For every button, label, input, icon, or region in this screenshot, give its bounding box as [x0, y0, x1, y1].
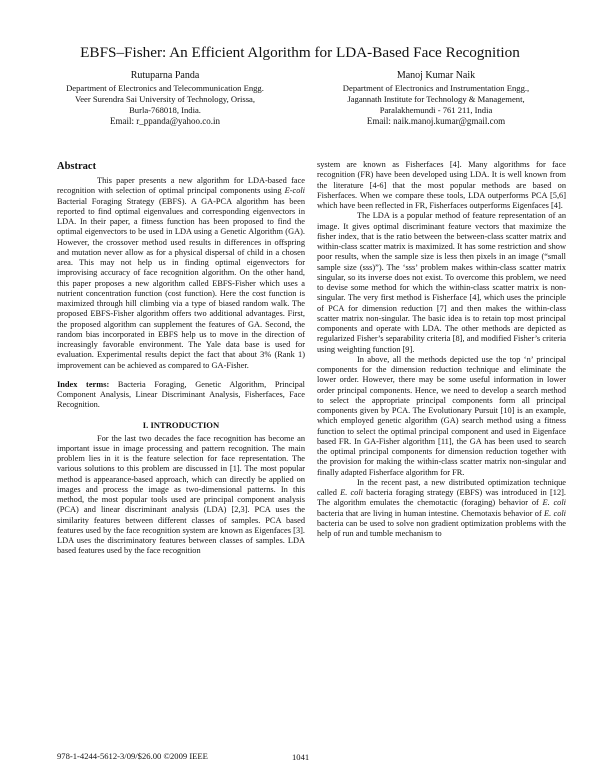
index-terms-label: Index terms:: [57, 379, 110, 389]
author-block-1: [30, 69, 300, 127]
author-name: Rutuparna Panda: [130, 70, 200, 81]
author-block-2: [300, 69, 572, 127]
left-column: [57, 160, 305, 557]
body-text: bacteria can be used to solve non gradient optimization problems with the help of run and tumble mechanism to: [317, 518, 566, 538]
body-text-italic: E. coli: [544, 508, 566, 518]
paper-title: EBFS–Fisher: An Efficient Algorithm for LDA-Based Face Recognition: [80, 44, 520, 61]
page-number: 1041: [292, 752, 310, 762]
author-affiliation-line: Jagannath Institute for Technology & Management,: [347, 94, 525, 104]
body-text: In the recent past, a new distributed optimization technique called: [317, 477, 566, 497]
body-text-italic: E. coli: [340, 488, 363, 497]
body-paragraph: The LDA is a popular method of feature representation of an image. It gives optimal discriminant feature vectors that maximize the fisher index, that is the ratio between the between-class scatter matrix and within-class scatter matrix is maximized. It has some restriction and show poor results, when the sample size is less then pixels in an image (“small sample size (sss)”). The ‘sss’ problem makes within-class scatter matrix singular, so its inverse does not exist. To overcome this problem, we need to devise some method for which the within-class scatter matrix is non-singular. The very first method is Fisherface [4], which uses the principle of PCA for dimension reduction [7] and then makes the within-class scatter matrix non-singular. The basic idea is to retain top most principal components and operate with LDA. The other methods are depicted as regularized Fisher’s separability criteria [8], and modified Fisher’s criteria using weighting function [9].: [317, 211, 566, 354]
body-paragraph: system are known as Fisherfaces [4]. Many algorithms for face recognition (FR) have been developed using LDA. It is well known from the literature [4-6] that the most popular methods are based on Fisherfaces. When we compare these tools, LDA outperforms PCA [5,6] which have been reflected in FR, Fisherfaces outperforms Eigenfaces [4].: [317, 160, 566, 210]
abstract-text: This paper presents a new algorithm for LDA-based face recognition with selection of optimal principal components using: [57, 176, 305, 196]
author-name: Manoj Kumar Naik: [396, 70, 476, 81]
body-text: bacteria foraging strategy (EBFS) was introduced in [12]. The algorithm emulates the chemotactic (foraging) behavior of: [317, 488, 567, 508]
abstract-text-italic: E-coli: [284, 186, 305, 196]
abstract-heading: Abstract: [57, 161, 97, 172]
body-text: bacteria that are living in human intestine. Chemotaxis behavior of: [317, 508, 545, 518]
intro-heading: I. INTRODUCTION: [142, 419, 220, 430]
right-column: [317, 160, 566, 539]
body-text-italic: E. coli: [542, 498, 566, 508]
author-affiliation-line: Burla-768018, India.: [129, 105, 201, 115]
body-paragraph: In above, all the methods depicted use the top ‘n’ principal components for the dimension reduction technique and eliminate the lower order. However, there may be some useful information in lower order principal components. Hence, we need to develop a search method to select the appropriate principal components form all principal components given by PCA. The Evolutionary Pursuit [10] is an example, which employed genetic algorithm (GA) search method using a fitness function to select the optimal principal component and used in Eigenface based FR. In GA-Fisher algorithm [11], the GA has been used to search the optimal principal components for dimension reduction together with the provision for making the within-class scatter matrix non-singular and finally adapted Fisherface algorithm for FR.: [317, 354, 566, 477]
body-paragraph: [317, 478, 566, 540]
abstract-text: Bacterial Foraging Strategy (EBFS). A GA-PCA algorithm has been reported to find optimal eigenvalues and corresponding eigenvectors in LDA. In their paper, a fitness function has been proposed to find the optimal eigenvectors to be used in LDA using a Genetic Algorithm (GA). However, the crossover method used results in differences in offspring and mutation never allow as for a physical dispersal of child in a chosen area. This may not help us in finding optimal eigenvectors for improvising accuracy of face recognition algorithm. On the other hand, this paper proposes a new algorithm called EBFS-Fisher which uses a nutrient concentration function (cost function). Here the cost function is maximized through hill climbing via a type of biased random walk. The proposed EBFS-Fisher algorithm offers two additional advantages. First, the proposed algorithm can supplement the features of GA. Second, the random bias incorporated in EBFS help us to move in the direction of increasingly favorable environment. The Yale data base is used for evaluation. Experimental results depict the fact that about 3% (Rank 1) improvement can be achieved as compared to GA-Fisher.: [57, 196, 305, 370]
index-terms: [57, 380, 305, 411]
intro-paragraph: For the last two decades the face recognition has become an important issue in image processing and pattern recognition. The main problem lies in it is the feature selection for face representation. The various solutions to this problem are discussed in [1]. The most popular method is appearance-based approach, which can directly be applied on images and process the image as two-dimensional patterns. In this method, the most popular tools used are principal component analysis (PCA) and linear discriminant analysis (LDA) [2,3]. PCA uses the similarity features between different classes of samples. PCA based features used by the face recognition system are known as Eigenfaces [3]. LDA uses the discriminatory features between classes of samples. LDA based features used by the face recognition: [57, 433, 305, 556]
abstract-paragraph: [57, 176, 305, 371]
author-email: Email: r_ppanda@yahoo.co.in: [109, 116, 220, 126]
author-affiliation-line: Department of Electronics and Instrumentation Engg.,: [342, 83, 530, 93]
footer-copyright: 978-1-4244-5612-3/09/$26.00 ©2009 IEEE: [57, 751, 208, 761]
author-email: Email: naik.manoj.kumar@gmail.com: [366, 116, 506, 126]
author-affiliation-line: Department of Electronics and Telecommunication Engg.: [66, 83, 264, 93]
author-affiliation-line: Veer Surendra Sai University of Technology, Orissa,: [74, 94, 256, 104]
author-affiliation-line: Paralakhemundi - 761 211, India: [379, 105, 493, 115]
index-terms-text: Bacteria Foraging, Genetic Algorithm, Principal Component Analysis, Linear Discriminant Analysis, Fisherfaces, Face Recognition.: [57, 379, 305, 410]
